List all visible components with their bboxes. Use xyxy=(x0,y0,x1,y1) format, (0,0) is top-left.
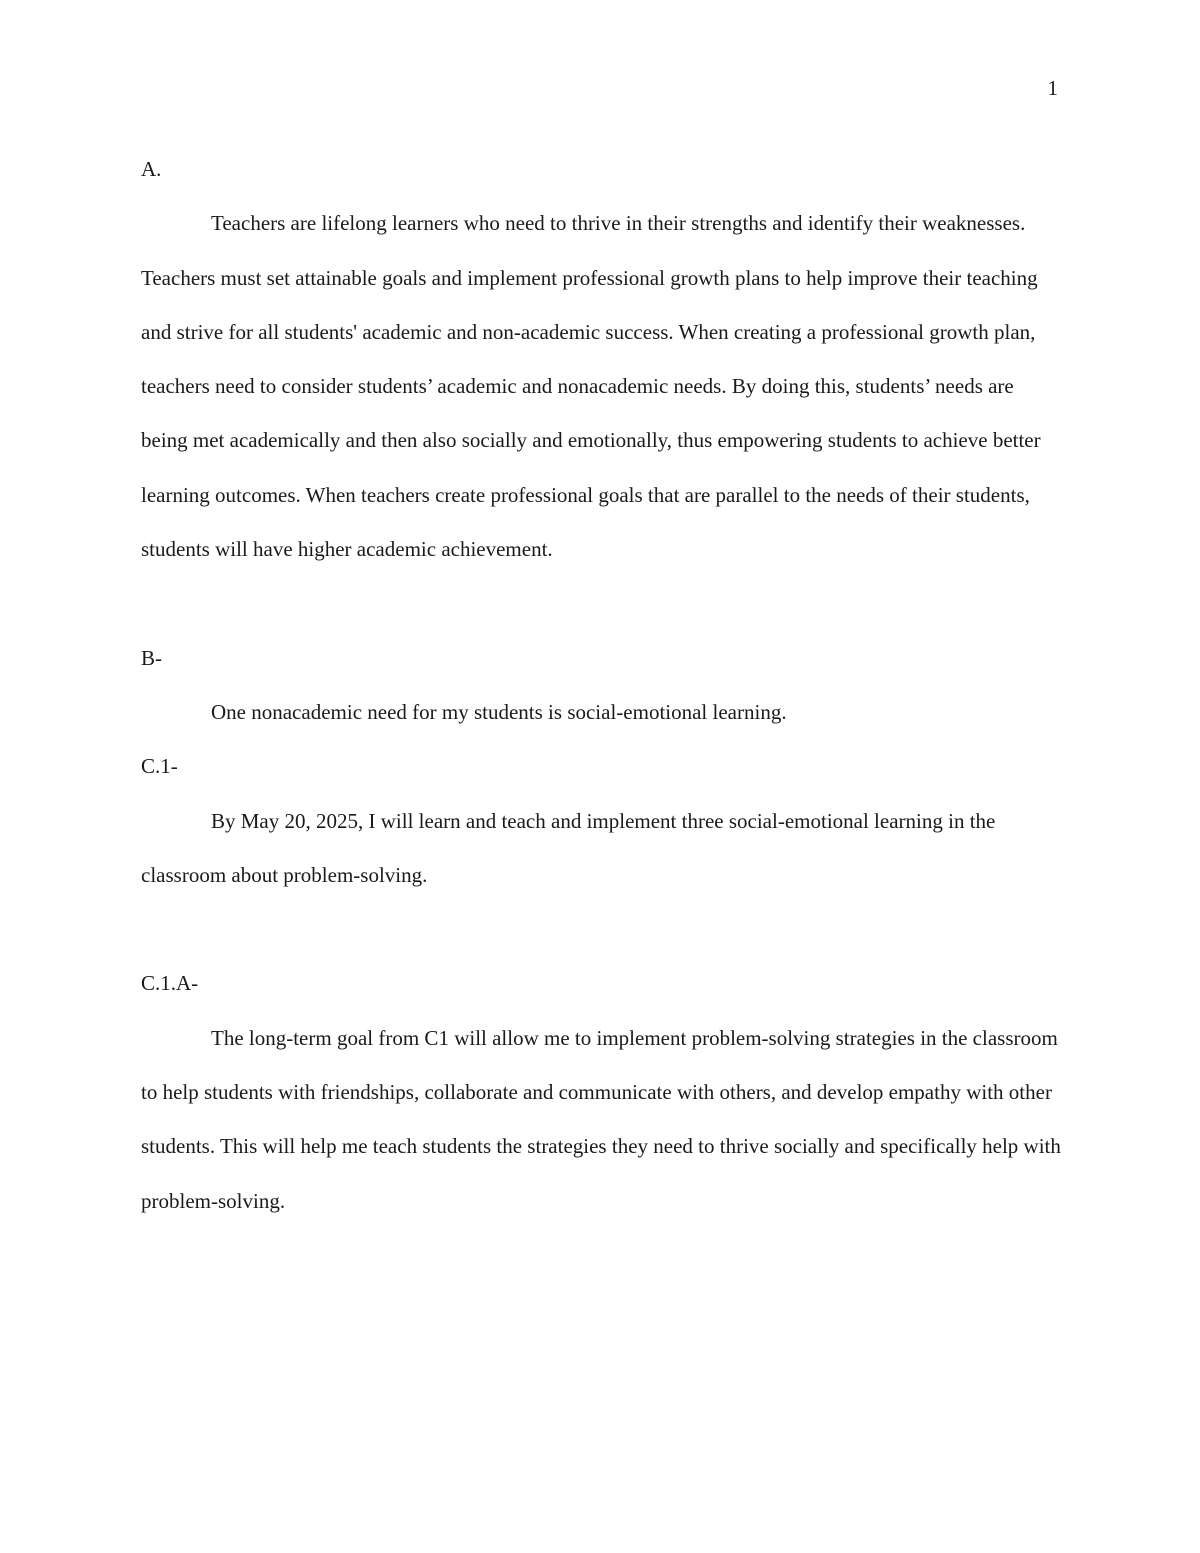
section-c1a-heading: C.1.A- xyxy=(141,971,199,996)
section-b-heading: B- xyxy=(141,645,162,670)
page-number: 1 xyxy=(1047,76,1058,100)
section-spacer xyxy=(141,902,1061,956)
section-c1a-paragraph: The long-term goal from C1 will allow me to implement problem-solving strategies in the classroom to help students with friendships, collaborate and communicate with others, and develop empathy with other students. This will help me teach students the strategies they need to thrive socially and specifically help with problem-solving. xyxy=(141,1025,1061,1213)
document-body xyxy=(141,142,1061,1228)
section-c1-paragraph: By May 20, 2025, I will learn and teach and implement three social-emotional learning in the classroom about problem-solving. xyxy=(141,808,996,887)
section-a-paragraph: Teachers are lifelong learners who need to thrive in their strengths and identify their weaknesses. Teachers must set attainable goals and implement professional growth plans to help improve their teaching and strive for all students' academic and non-academic success. When creating a professional growth plan, teachers need to consider students’ academic and nonacademic needs. By doing this, students’ needs are being met academically and then also socially and emotionally, thus empowering students to achieve better learning outcomes. When teachers create professional goals that are parallel to the needs of their students, students will have higher academic achievement. xyxy=(141,211,1041,562)
section-a-heading: A. xyxy=(141,157,162,181)
section-b-paragraph: One nonacademic need for my students is social-emotional learning. xyxy=(211,699,787,724)
section-c1-heading: C.1- xyxy=(141,754,178,779)
section-spacer xyxy=(141,576,1061,630)
